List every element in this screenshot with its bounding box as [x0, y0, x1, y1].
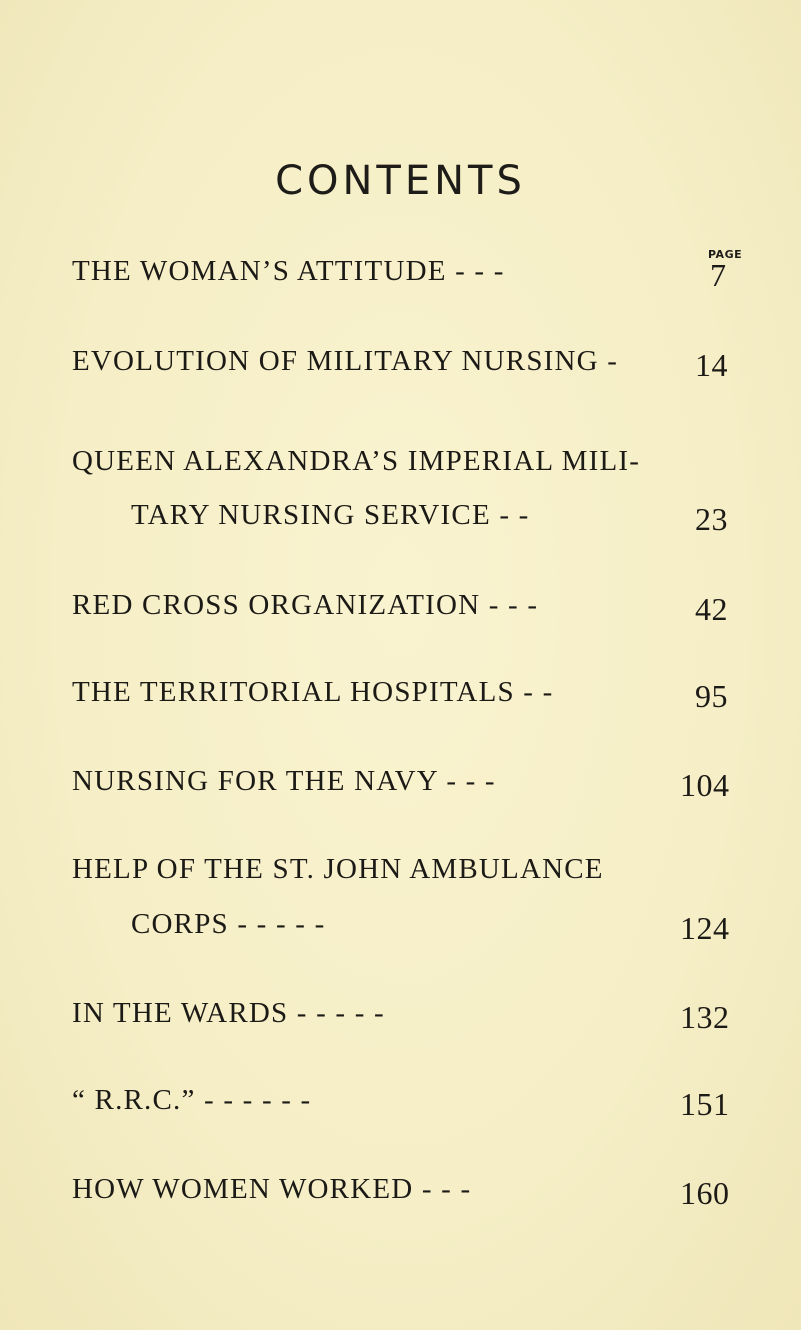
toc-entry-title: HELP OF THE ST. JOHN AMBULANCE [72, 853, 604, 885]
toc-entry-title: THE TERRITORIAL HOSPITALS - - [72, 676, 554, 708]
toc-entry-title: THE WOMAN’S ATTITUDE - - - [72, 255, 505, 287]
toc-entry-title: NURSING FOR THE NAVY - - - [72, 765, 496, 797]
toc-entry-title-continued: CORPS - - - - - [131, 908, 326, 940]
toc-entry-page: 7 [710, 257, 727, 293]
toc-entry-page: 95 [695, 678, 728, 714]
page-column-label: PAGE [708, 248, 743, 261]
toc-entry-page: 132 [680, 999, 730, 1035]
toc-entry-page: 124 [680, 910, 730, 946]
toc-entry-page: 104 [680, 767, 730, 803]
toc-entry-title-continued: TARY NURSING SERVICE - - [131, 499, 530, 531]
toc-entry-title: QUEEN ALEXANDRA’S IMPERIAL MILI- [72, 445, 641, 477]
toc-entry-page: 160 [680, 1175, 730, 1211]
toc-entry-title: RED CROSS ORGANIZATION - - - [72, 589, 539, 621]
toc-entry-title: HOW WOMEN WORKED - - - [72, 1173, 472, 1205]
toc-entry-page: 14 [695, 347, 728, 383]
toc-entry-title: “ R.R.C.” - - - - - - [72, 1084, 312, 1116]
toc-entry-title: IN THE WARDS - - - - - [72, 997, 385, 1029]
page-title: CONTENTS [275, 158, 526, 204]
toc-entry-page: 42 [695, 591, 728, 627]
toc-entry-page: 23 [695, 501, 728, 537]
toc-entry-page: 151 [680, 1086, 730, 1122]
toc-entry-title: EVOLUTION OF MILITARY NURSING - [72, 345, 619, 377]
